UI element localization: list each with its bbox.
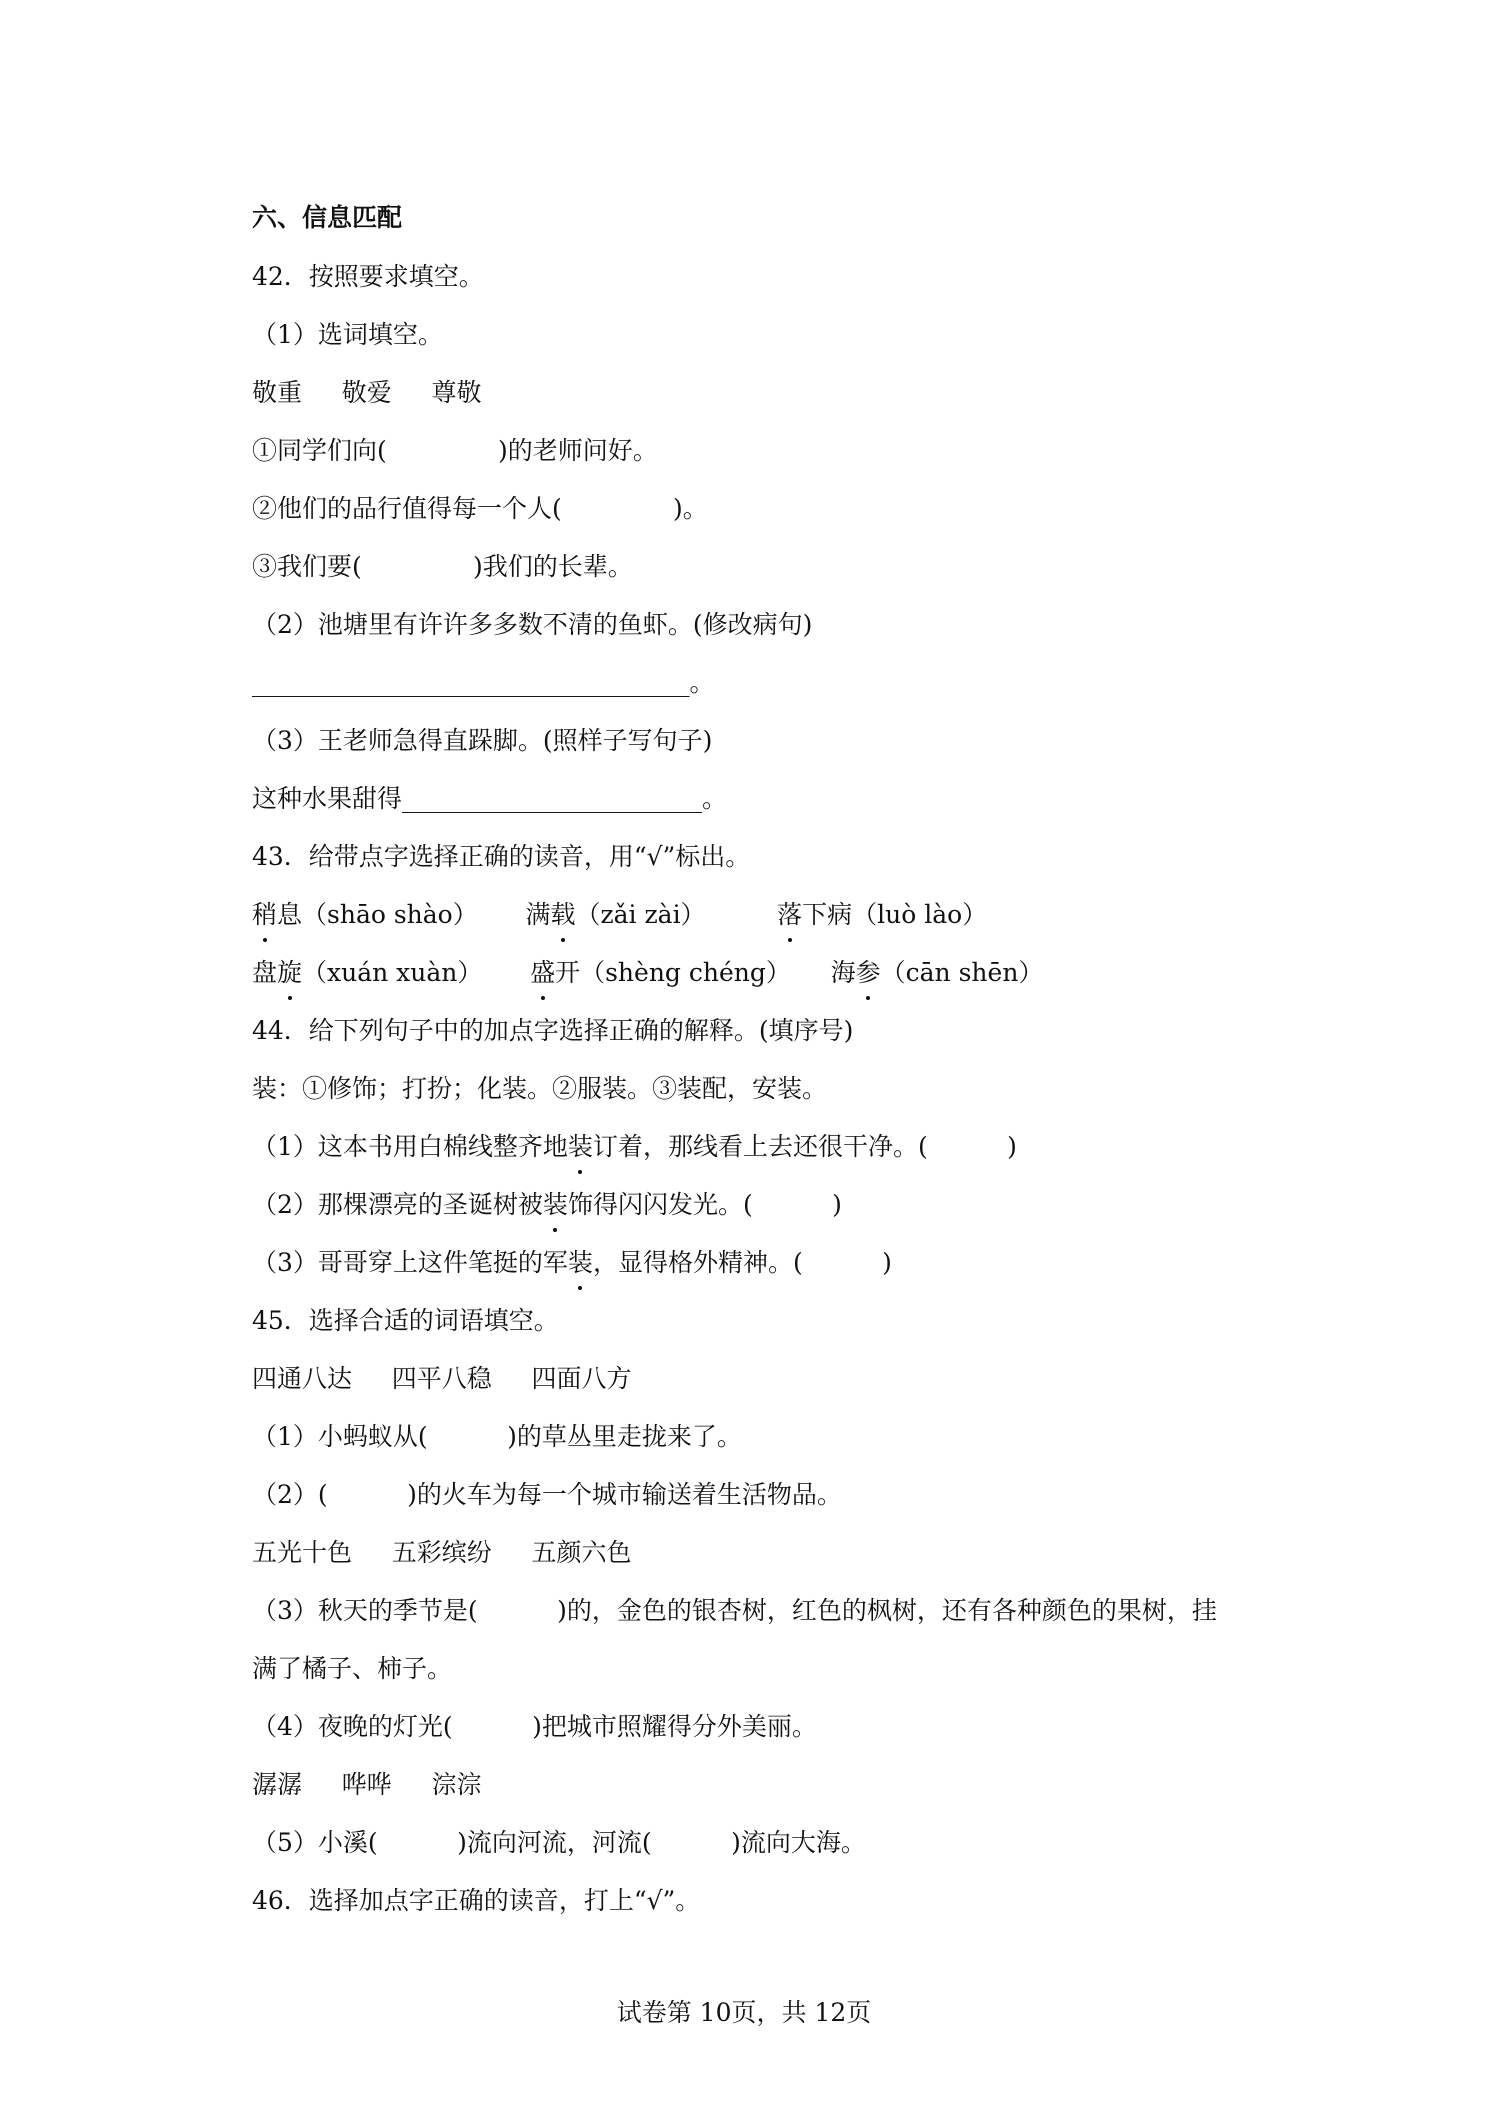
q45-word-group-2: 五光十色 五彩缤纷 五颜六色	[252, 1538, 632, 1567]
dotted-char: 稍	[252, 898, 277, 932]
q44-definition: 装：①修饰；打扮；化装。②服装。③装配，安装。	[252, 1074, 828, 1103]
q42-part2-answer-line: ___________________________________。	[252, 668, 715, 697]
q42-part3-title: （3）王老师急得直跺脚。(照样子写句子)	[252, 726, 713, 755]
q45-word-group-1: 四通八达 四平八稳 四面八方	[252, 1364, 632, 1393]
q46-title: 46．选择加点字正确的读音，打上“√”。	[252, 1886, 701, 1915]
q45-item-3-line-2: 满了橘子、柿子。	[252, 1654, 453, 1683]
q42-item-1: ①同学们向( )的老师问好。	[252, 436, 658, 465]
page-footer: 试卷第 10页，共 12页	[616, 1998, 872, 2027]
q42-part2-title: （2）池塘里有许许多多数不清的鱼虾。(修改病句)	[252, 610, 813, 639]
q42-title: 42．按照要求填空。	[252, 262, 484, 291]
q43-option-5: 盛开（shèng chéng）	[530, 958, 791, 987]
q42-word-choices: 敬重 敬爱 尊敬	[252, 378, 482, 407]
q42-item-2: ②他们的品行值得每一个人( )。	[252, 494, 708, 523]
q42-part1-title: （1）选词填空。	[252, 320, 443, 349]
q44-item-2: （2）那棵漂亮的圣诞树被装饰得闪闪发光。( )	[252, 1188, 842, 1222]
q45-item-2: （2）( )的火车为每一个城市输送着生活物品。	[252, 1480, 842, 1509]
dotted-char: 落	[777, 898, 802, 932]
q43-option-6: 海参（cān shēn）	[831, 958, 1044, 987]
q42-part3-answer: 这种水果甜得________________________。	[252, 784, 728, 813]
q43-title: 43．给带点字选择正确的读音，用“√”标出。	[252, 842, 751, 871]
q43-row-2	[252, 956, 1043, 990]
q42-item-3: ③我们要( )我们的长辈。	[252, 552, 633, 581]
q43-option-3: 落下病（luò lào）	[777, 900, 987, 929]
q45-title: 45．选择合适的词语填空。	[252, 1306, 559, 1335]
q43-option-4: 盘旋（xuán xuàn）	[252, 958, 482, 987]
q44-item-1: （1）这本书用白棉线整齐地装订着，那线看上去还很干净。( )	[252, 1130, 1017, 1164]
dotted-char: 参	[856, 956, 881, 990]
q45-item-1: （1）小蚂蚁从( )的草丛里走拢来了。	[252, 1422, 742, 1451]
q43-option-2: 满载（zǎi zài）	[525, 900, 705, 929]
q44-item-3: （3）哥哥穿上这件笔挺的军装，显得格外精神。( )	[252, 1246, 892, 1280]
q45-word-group-3: 潺潺 哗哗 淙淙	[252, 1770, 482, 1799]
dotted-char: 旋	[277, 956, 302, 990]
dotted-char: 装	[568, 1246, 593, 1280]
q45-item-3-line-1: （3）秋天的季节是( )的，金色的银杏树，红色的枫树，还有各种颜色的果树，挂	[252, 1596, 1217, 1625]
q43-option-1: 稍息（shāo shào）	[252, 900, 478, 929]
q45-item-4: （4）夜晚的灯光( )把城市照耀得分外美丽。	[252, 1712, 817, 1741]
dotted-char: 盛	[530, 956, 555, 990]
dotted-char: 装	[543, 1188, 568, 1222]
q44-title: 44．给下列句子中的加点字选择正确的解释。(填序号)	[252, 1016, 854, 1045]
section-title: 六、信息匹配	[252, 203, 403, 232]
q45-item-5: （5）小溪( )流向河流，河流( )流向大海。	[252, 1828, 866, 1857]
dotted-char: 装	[568, 1130, 593, 1164]
q43-row-1	[252, 898, 987, 932]
dotted-char: 载	[550, 898, 575, 932]
